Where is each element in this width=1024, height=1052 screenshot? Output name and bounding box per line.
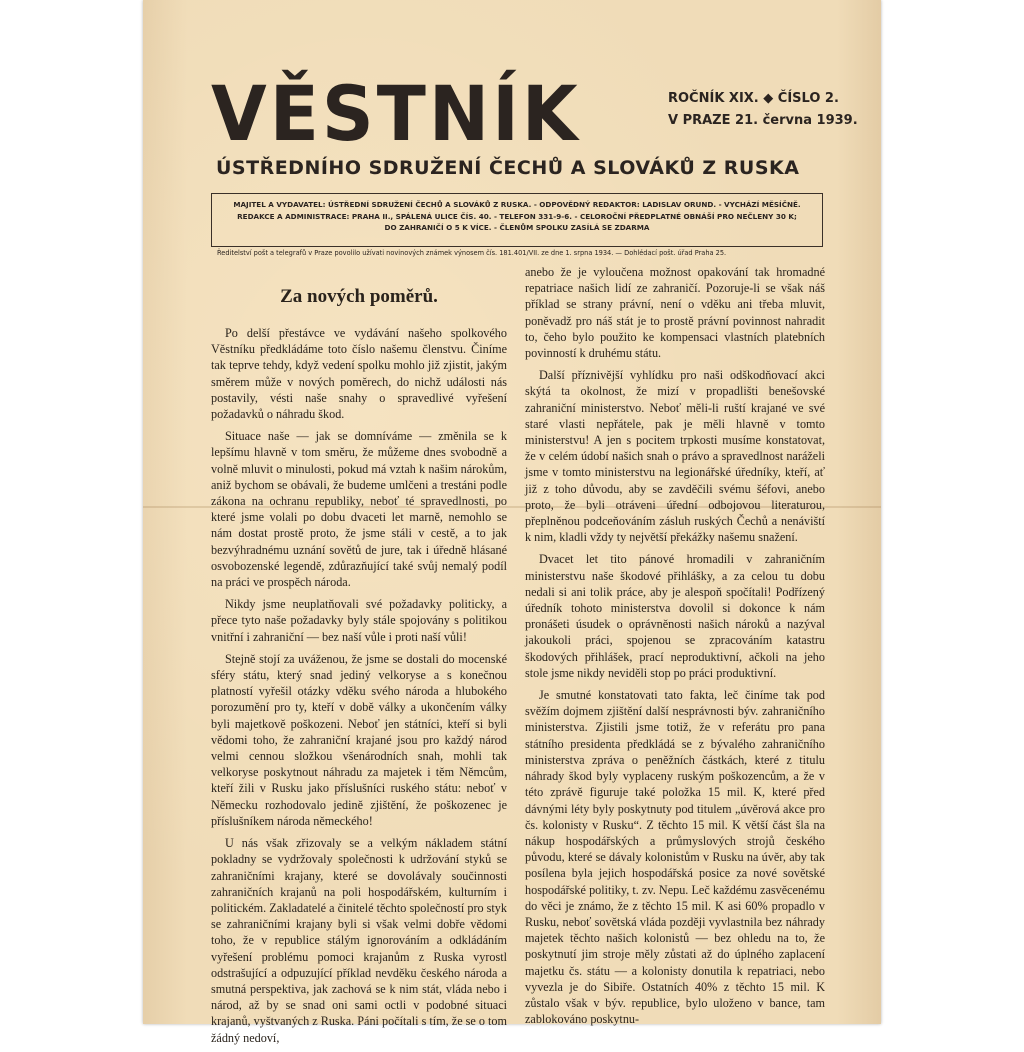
publisher-info-box [211,193,823,247]
postal-notice: Ředitelství pošt a telegrafů v Praze povolilo užívati novinových známek výnosem čís. 181.401/VII. ze dne 1. srpna 1934. — Dohlédací pošt. úřad Praha 25. [217,249,727,257]
masthead-subtitle: ÚSTŘEDNÍHO SDRUŽENÍ ČECHŮ A SLOVÁKŮ Z RUSKA [216,157,800,179]
article-column-right [525,264,825,1033]
paragraph: Další příznivější vyhlídku pro naši odškodňovací akci skýtá ta okolnost, že mizí v propadlišti benešovské zahraniční ministerstvo. Neboť měli-li ruští krajané ve své staré vlasti nepřátele, pak je měli hlavně v tomto ministerstvu! A jen s pocitem trpkosti musíme konstatovat, že v celém údobí našich snah o právo a spravedlnost naráželi jsme v tomto ministerstvu na legionářské úředníky, kteří, ať již z toho důvodu, aby se zavděčili svému šéfovi, anebo proto, že byli otráveni úřední odbojovou literaturou, přeplněnou podceňováním zásluh ruských Čechů a nenáviští k nim, kladli vždy ty největší překážky našemu snažení. [525,368,825,545]
issue-info [668,88,858,132]
paragraph: Nikdy jsme neuplatňovali své požadavky politicky, a přece tyto naše požadavky byly stále spojovány s politikou vnitřní i zahraniční — bez naší vůle i proti naší vůli! [211,597,507,644]
paragraph: anebo že je vyloučena možnost opakování tak hromadné repatriace našich lidí ze zahraničí. Pozoruje-li se však náš příklad se strany právní, není o vděku ani třeba mluvit, poněvadž pro náš stát je to prostě právní povinnost nahradit to, čeho bylo použito ke kompensaci vlastních platebních povinností k druhému státu. [525,265,825,361]
paragraph: Dvacet let tito pánové hromadili v zahraničním ministerstvu naše škodové přihlášky, a za celou tu dobu nedali si ani tolik práce, aby je alespoň spočítali! Podřízený úředník tohoto ministerstva dovolil si dokonce k nám pronášeti úsudek o oprávněnosti našich nároků a nazýval jakoukoli práci, spojenou se zpracováním katastru škodových přihlášek, prací neproduktivní, ačkoli na jeho stole jsme nikdy neviděli stop po práci produktivní. [525,552,825,680]
paragraph: Situace naše — jak se domníváme — změnila se k lepšímu hlavně v tom směru, že můžeme dnes svobodně a volně mluvit o minulosti, pokud má vztah k našim nárokům, aniž bychom se obávali, že budeme umlčeni a trestáni podle zákona na ochranu republiky, neboť té spravedlnosti, po které jsme volali po dobu dvaceti let marně, nemohlo se nám dostat prostě proto, že jsme stáli v cestě, a to jak bezvýhradnému uznání sovětů de jure, tak i úředně hlásané osvobozenské legendě, zdůrazňující také svůj nemalý podíl na práci ve prospěch národa. [211,429,507,590]
paragraph: Je smutné konstatovati tato fakta, leč činíme tak pod svěžím dojmem zjištění další nesprávnosti býv. zahraničního ministerstva. Zjistili jsme totiž, že v referátu pro pana státního presidenta předkládá se z bývalého zahraničního ministerstva zpráva o peněžních částkách, které z titulu náhrady škod byly vyplaceny ruským poškozencům, a že v této zprávě figuruje také položka 15 mil. K, které před dávnými léty byly poskytnuty pod titulem „úvěrová akce pro čs. kolonisty v Rusku“. Z těchto 15 mil. K větší část šla na nákup hospodářských a průmyslových strojů českého původu, které se dávaly kolonistům v Rusku na úvěr, aby tak posílena byla jejich hospodářská posice za nové sovětské hospodářské politiky, t. zv. Nepu. Leč každému zasvěcenému do věci je známo, že z těchto 15 mil. K asi 60% propadlo v Rusku, neboť sovětská vláda později vyvlastnila bez náhrady majetek těchto našich kolonistů — bez ohledu na to, že poskytnutí jim stroje měly zůstati až do úplného zaplacení majetku čs. státu — a kolonisty donutila k repatriaci, nebo vyvezla je do Sibiře. Ostatních 40% z těchto 15 mil. K zůstalo však v býv. republice, bylo uloženo v bance, tam zablokováno poskytnu- [525,688,825,1027]
issue-date: V PRAZE 21. června 1939. [668,113,858,128]
issue-volume: ROČNÍK XIX. ◆ ČÍSLO 2. [668,91,839,106]
newspaper-page [143,0,881,1045]
paragraph: Po delší přestávce ve vydávání našeho spolkového Věstníku předkládáme toto číslo našemu členstvu. Činíme tak teprve tehdy, když vedení spolku mohlo již zjistit, jakým směrem může v nových poměrech, do nichž události nás postavily, vésti naše snahy o spravedlivé vyřešení požadavků o náhradu škod. [211,326,507,422]
masthead-title: VĚSTNÍK [211,69,581,159]
address-line: REDAKCE A ADMINISTRACE: PRAHA II., SPÁLENÁ ULICE ČÍS. 40. - TELEFON 331-9-6. - CELOROČNÍ PŘEDPLATNÉ OBNÁŠÍ PRO NEČLENY 30 K; [237,211,797,221]
subscription-line: DO ZAHRANIČÍ O 5 K VÍCE. - ČLENŮM SPOLKU ZASÍLÁ SE ZDARMA [384,223,650,232]
publisher-line: MAJITEL A VYDAVATEL: ÚSTŘEDNÍ SDRUŽENÍ ČECHŮ A SLOVÁKŮ Z RUSKA. - ODPOVĚDNÝ REDAKTOR: LADISLAV ORUND. - VYCHÁZÍ MĚSÍČNĚ. [233,200,801,209]
paragraph: Stejně stojí za uváženou, že jsme se dostali do mocenské sféry státu, který snad jediný velkoryse a s konečnou platností vyřešil otázky vděku svého národa a hlubokého porozumění pro ty, kteří v době války a ukončením války byli majetkově poškozeni. Neboť jen státníci, kteří si byli vědomi toho, že zahraniční krajané jsou pro každý národ velmi cennou složkou všenárodních snah, mohli tak velkoryse poskytnout náhradu za majetek i těm Němcům, kteří žili v Rusku jako příslušníci ruského státu: neboť v Německu rozhodovalo jedině zjištění, že poškozenec je příslušníkem národa německého! [211,651,507,828]
article-heading: Za nových poměrů. [280,286,438,307]
article-column-left [211,286,507,1052]
paragraph: U nás však zřizovaly se a velkým nákladem státní pokladny se vydržovaly společnosti k udržování styků se zahraničními krajany, které se dovolávaly součinnosti zahraničních krajanů na poli hospodářském, kulturním i politickém. Zakladatelé a činitelé těchto společností pro styk se zahraničními krajany byli si však velmi dobře vědomi toho, že v republice stálým ignorováním a odkládáním vyřešení problému pomoci krajanům z Ruska vyrostl odstrašující a odpuzující příklad nevděku českého národa a smutná perspektiva, jak zachová se k nim stát, vláda nebo i národ, až by se snad oni sami octli v podobné situaci krajanů, vyštvaných z Ruska. Páni počítali s tím, že se o tom žádný nedoví, [211,836,507,1045]
